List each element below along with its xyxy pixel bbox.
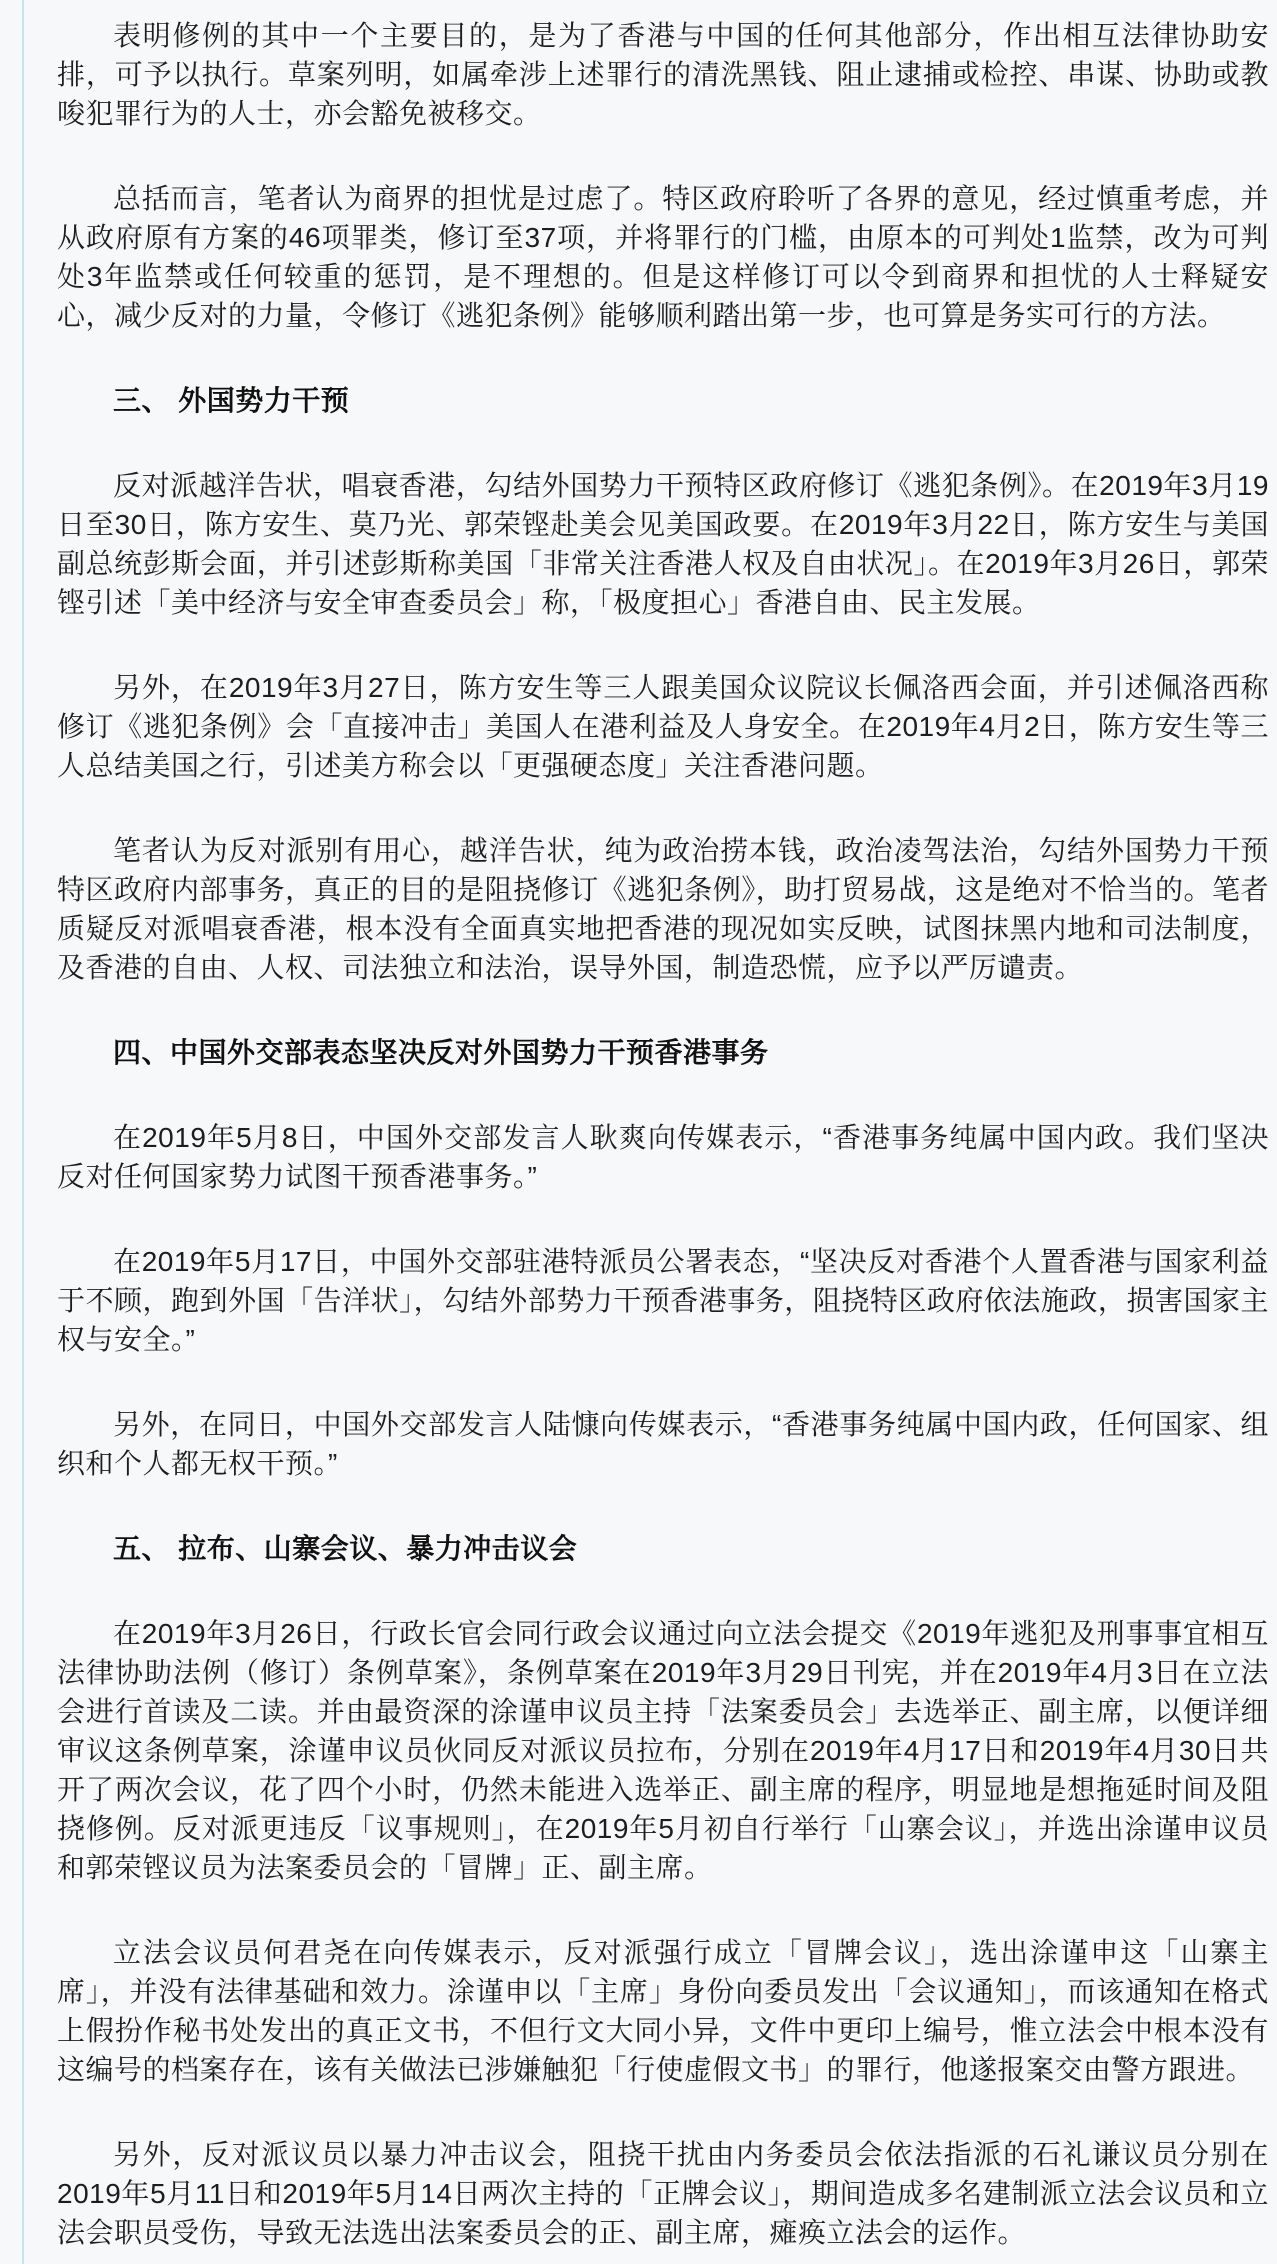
body-paragraph: 在2019年5月8日，中国外交部发言人耿爽向传媒表示，“香港事务纯属中国内政。我们坚决反对任何国家势力试图干预香港事务。”	[57, 1122, 1269, 1192]
body-paragraph: 反对派越洋告状，唱衰香港，勾结外国势力干预特区政府修订《逃犯条例》。在2019年3月19日至30日，陈方安生、莫乃光、郭荣铿赴美会见美国政要。在2019年3月22日，陈方安生与美国副总统彭斯会面，并引述彭斯称美国「非常关注香港人权及自由状况」。在2019年3月26日，郭荣铿引述「美中经济与安全审查委员会」称，「极度担心」香港自由、民主发展。	[57, 470, 1269, 618]
body-paragraph: 笔者认为反对派别有用心，越洋告状，纯为政治捞本钱，政治凌驾法治，勾结外国势力干预特区政府内部事务，真正的目的是阻挠修订《逃犯条例》，助打贸易战，这是绝对不恰当的。笔者质疑反对派唱衰香港，根本没有全面真实地把香港的现况如实反映，试图抹黑内地和司法制度，及香港的自由、人权、司法独立和法治，误导外国，制造恐慌，应予以严厉谴责。	[57, 835, 1269, 983]
body-paragraph: 另外，反对派议员以暴力冲击议会，阻挠干扰由内务委员会依法指派的石礼谦议员分别在2019年5月11日和2019年5月14日两次主持的「正牌会议」，期间造成多名建制派立法会议员和立法会职员受伤，导致无法选出法案委员会的正、副主席，瘫痪立法会的运作。	[57, 2139, 1269, 2248]
body-paragraph: 总括而言，笔者认为商界的担忧是过虑了。特区政府聆听了各界的意见，经过慎重考虑，并从政府原有方案的46项罪类，修订至37项，并将罪行的门槛，由原本的可判处1监禁，改为可判处3年监禁或任何较重的惩罚，是不理想的。但是这样修订可以令到商界和担忧的人士释疑安心，减少反对的力量，令修订《逃犯条例》能够顺利踏出第一步，也可算是务实可行的方法。	[57, 183, 1269, 331]
left-border-rule	[22, 0, 24, 2264]
section-heading: 五、 拉布、山寨会议、暴力冲击议会	[113, 1533, 578, 1564]
body-paragraph: 立法会议员何君尧在向传媒表示，反对派强行成立「冒牌会议」，选出涂谨申这「山寨主席」，并没有法律基础和效力。涂谨申以「主席」身份向委员发出「会议通知」，而该通知在格式上假扮作秘书处发出的真正文书，不但行文大同小异，文件中更印上编号，惟立法会中根本没有这编号的档案存在，该有关做法已涉嫌触犯「行使虚假文书」的罪行，他遂报案交由警方跟进。	[57, 1937, 1269, 2085]
body-paragraph: 另外，在2019年3月27日，陈方安生等三人跟美国众议院议长佩洛西会面，并引述佩洛西称修订《逃犯条例》会「直接冲击」美国人在港利益及人身安全。在2019年4月2日，陈方安生等三人总结美国之行，引述美方称会以「更强硬态度」关注香港问题。	[57, 672, 1269, 781]
body-paragraph: 在2019年3月26日，行政长官会同行政会议通过向立法会提交《2019年逃犯及刑事事宜相互法律协助法例（修订）条例草案》，条例草案在2019年3月29日刊宪，并在2019年4月3日在立法会进行首读及二读。并由最资深的涂谨申议员主持「法案委员会」去选举正、副主席，以便详细审议这条例草案，涂谨申议员伙同反对派议员拉布，分别在2019年4月17日和2019年4月30日共开了两次会议，花了四个小时，仍然未能进入选举正、副主席的程序，明显地是想拖延时间及阻挠修例。反对派更违反「议事规则」，在2019年5月初自行举行「山寨会议」，并选出涂谨申议员和郭荣铿议员为法案委员会的「冒牌」正、副主席。	[57, 1618, 1269, 1883]
article-body	[57, 16, 1269, 2264]
body-paragraph: 在2019年5月17日，中国外交部驻港特派员公署表态，“坚决反对香港个人置香港与国家利益于不顾，跑到外国「告洋状」，勾结外部势力干预香港事务，阻挠特区政府依法施政，损害国家主权与安全。”	[57, 1246, 1269, 1355]
section-heading: 三、 外国势力干预	[113, 385, 350, 416]
body-paragraph: 另外，在同日，中国外交部发言人陆慷向传媒表示，“香港事务纯属中国内政，任何国家、组织和个人都无权干预。”	[57, 1409, 1269, 1479]
section-heading: 四、中国外交部表态坚决反对外国势力干预香港事务	[113, 1037, 769, 1068]
body-paragraph: 表明修例的其中一个主要目的，是为了香港与中国的任何其他部分，作出相互法律协助安排，可予以执行。草案列明，如属牵涉上述罪行的清洗黑钱、阻止逮捕或检控、串谋、协助或教唆犯罪行为的人士，亦会豁免被移交。	[57, 20, 1269, 129]
